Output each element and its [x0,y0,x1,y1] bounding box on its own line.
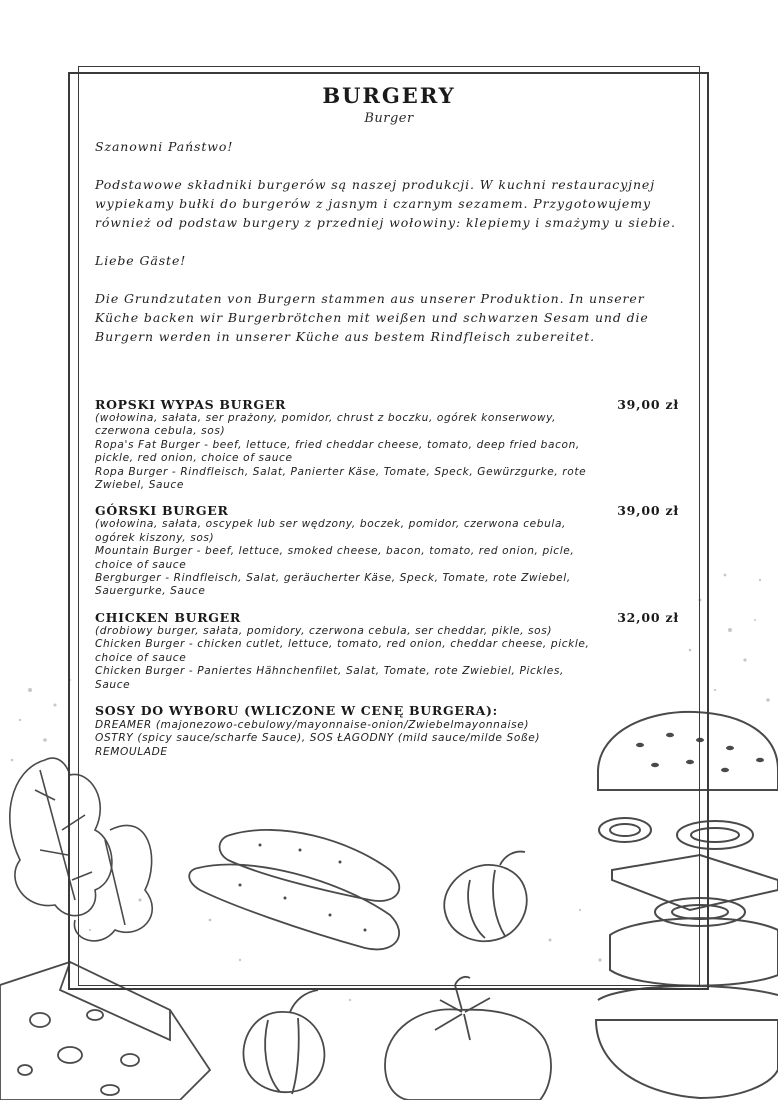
menu-item-price: 39,00 zł [617,397,679,412]
menu-item-chicken [95,610,683,692]
menu-item-header [95,397,683,412]
menu-item-price: 39,00 zł [617,503,679,519]
menu-item-desc-de: Chicken Burger - Paniertes Hähnchenfilet, Salat, Tomate, rote Zwiebiel, Pickles, Sauce [95,665,564,691]
intro-section [95,137,685,365]
menu-item-price: 32,00 zł [617,609,679,625]
page-subtitle: Burger [364,111,414,126]
sauce-line: OSTRY (spicy sauce/scharfe Sauce), SOS ŁAGODNY (mild sauce/milde Soße) [95,732,541,745]
menu-item-desc-de: Bergburger - Rindfleisch, Salat, geräucherter Käse, Speck, Tomate, rote Zwiebel, Sauergurke, Sauce [95,572,571,598]
page-title: BURGERY [322,83,456,108]
menu-item-desc-en: Chicken Burger - chicken cutlet, lettuce, tomato, red onion, cheddar cheese, pickle, choice of sauce [95,638,590,664]
menu-item-desc-de: Ropa Burger - Rindfleisch, Salat, Panierter Käse, Tomate, Speck, Gewürzgurke, rote Zwiebel, Sauce [95,465,587,492]
garlic-icon [243,990,324,1094]
menu-item-ropski-wypas [95,397,683,492]
menu-item-header [95,610,683,625]
intro-text-pl: Podstawowe składniki burgerów są naszej produkcji. W kuchni restauracyjnej wypiekamy bułki do burgerów z jasnym i czarnym sezamem. Przygotowujemy również od podstaw burgery z przedniej wołowiny: klepiemy i smażymy u siebie. [95,177,676,230]
menu-item-desc-en: Mountain Burger - beef, lettuce, smoked cheese, bacon, tomato, red onion, picle, choice of sauce [95,545,575,571]
menu-item-desc-pl: (drobiowy burger, sałata, pomidory, czerwona cebula, ser cheddar, pikle, sos) [95,624,553,637]
greeting-de: Liebe Gäste! [95,253,187,268]
greeting-pl: Szanowni Państwo! [95,139,234,154]
sauce-line: DREAMER (majonezowo-cebulowy/mayonnaise-onion/Zwiebelmayonnaise) [95,718,530,731]
sauces-section [95,703,683,759]
menu-item-desc-pl: (wołowina, sałata, oscypek lub ser wędzony, boczek, pomidor, czerwona cebula, ogórek kiszony, sos) [95,518,566,544]
menu-item-desc-en: Ropa's Fat Burger - beef, lettuce, fried cheddar cheese, tomato, deep fried bacon, pickle, red onion, choice of sauce [95,438,580,465]
menu-item-desc-pl: (wołowina, sałata, ser prażony, pomidor, chrust z boczku, ogórek konserwowy, czerwona cebula, sos) [95,412,557,438]
menu-item-gorski [95,503,683,598]
menu-item-name: ROPSKI WYPAS BURGER [95,397,287,412]
menu-item-header [95,503,683,518]
menu-item-name: GÓRSKI BURGER [95,503,229,519]
sauces-title: SOSY DO WYBORU (WLICZONE W CENĘ BURGERA): [95,702,498,718]
sauce-line: REMOULADE [95,745,168,758]
menu-item-name: CHICKEN BURGER [95,609,241,625]
intro-text-de: Die Grundzutaten von Burgern stammen aus unserer Produktion. In unserer Küche backen wir Burgerbrötchen mit weißen und schwarzen Sesam und die Burgern werden in unserer Küche aus bestem Rindfleisch zubereitet. [95,291,649,344]
menu-list [95,397,683,759]
tomato-icon [385,977,551,1100]
